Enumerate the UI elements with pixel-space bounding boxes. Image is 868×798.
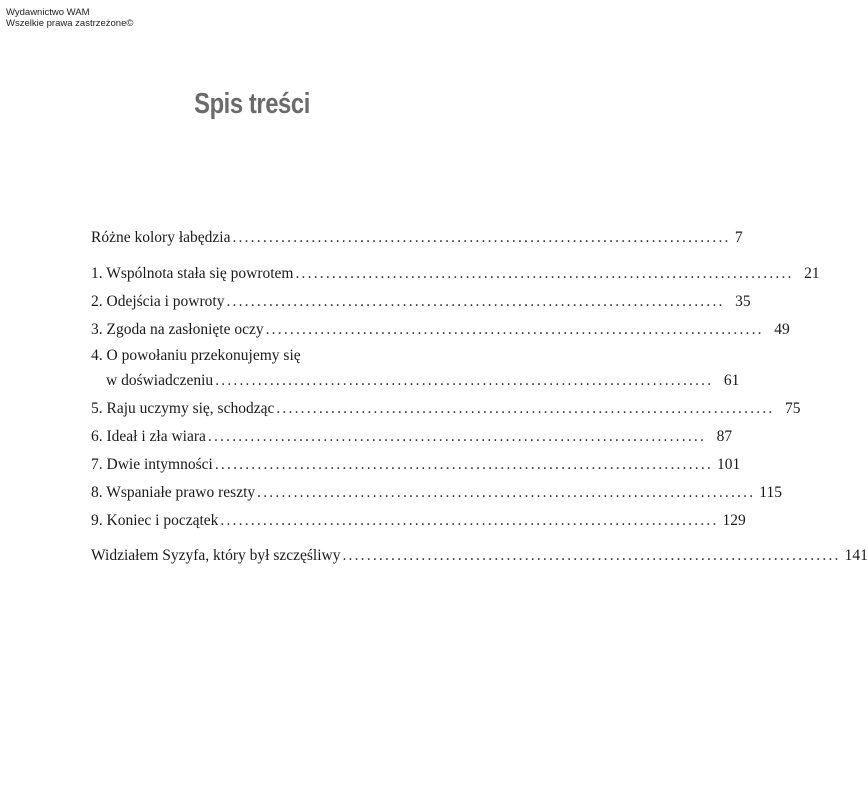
toc-entry-page: 129: [722, 512, 746, 529]
toc-entry-page: 7: [734, 229, 743, 246]
toc-entry-chapter-2[interactable]: [91, 293, 751, 311]
toc-entry-title: 9. Koniec i początek: [91, 512, 219, 529]
page-title: Spis treści: [194, 88, 310, 120]
dot-leader: ..................................................................................: [215, 372, 714, 389]
toc-entry-title: 1. Wspólnota stała się powrotem: [91, 265, 294, 282]
toc-entry-title: 8. Wspaniałe prawo reszty: [91, 484, 256, 501]
toc-entry-title: 2. Odejścia i powroty: [91, 293, 225, 310]
toc-entry-page: 61: [723, 372, 740, 389]
toc-entry-page: 101: [717, 456, 741, 473]
dot-leader: ..................................................................................: [257, 484, 756, 501]
toc-entry-chapter-5[interactable]: [91, 400, 801, 418]
toc-entry-chapter-3[interactable]: [91, 321, 790, 339]
toc-entry-title: 3. Zgoda na zasłonięte oczy: [91, 321, 264, 338]
dot-leader: ..................................................................................: [207, 428, 707, 445]
dot-leader: ..................................................................................: [342, 547, 841, 564]
toc-entry-title: 6. Ideał i zła wiara: [91, 428, 206, 445]
toc-entry-title: w doświadczeniu: [106, 372, 214, 389]
toc-entry-title: 5. Raju uczymy się, schodząc: [91, 400, 275, 417]
dot-leader: ..................................................................................: [226, 293, 725, 310]
toc-entry-page: 75: [785, 400, 801, 417]
dot-leader: ..................................................................................: [295, 265, 794, 282]
copyright-notice: Wszelkie prawa zastrzeżone©: [6, 18, 134, 29]
toc-entry-chapter-4-line1[interactable]: 4. O powołaniu przekonujemy się: [91, 347, 301, 364]
toc-entry-page: 115: [759, 484, 782, 501]
toc-entry-page: 35: [735, 293, 751, 310]
toc-entry-title: 7. Dwie intymności: [91, 456, 213, 473]
toc-entry-outro[interactable]: [91, 547, 868, 565]
dot-leader: ..................................................................................: [265, 321, 764, 338]
toc-entry-page: 87: [716, 428, 733, 445]
toc-entry-intro[interactable]: [91, 229, 743, 247]
dot-leader: ..................................................................................: [232, 229, 731, 246]
toc-entry-page: 49: [774, 321, 790, 338]
toc-entry-chapter-9[interactable]: [91, 512, 746, 530]
publisher-name: Wydawnictwo WAM: [6, 7, 90, 18]
toc-entry-chapter-4[interactable]: [106, 372, 740, 390]
toc-entry-chapter-8[interactable]: [91, 484, 782, 502]
dot-leader: ..................................................................................: [220, 512, 719, 529]
toc-entry-chapter-1[interactable]: [91, 265, 820, 283]
toc-entry-page: 141: [844, 547, 868, 564]
toc-entry-title: Widziałem Syzyfa, który był szczęśliwy: [91, 547, 341, 564]
dot-leader: ..................................................................................: [214, 456, 713, 473]
dot-leader: ..................................................................................: [276, 400, 775, 417]
toc-entry-chapter-6[interactable]: [91, 428, 733, 446]
toc-entry-title: Różne kolory łabędzia: [91, 229, 231, 246]
publisher-header: [6, 7, 133, 29]
toc-entry-page: 21: [804, 265, 820, 282]
toc-entry-chapter-7[interactable]: [91, 456, 741, 474]
